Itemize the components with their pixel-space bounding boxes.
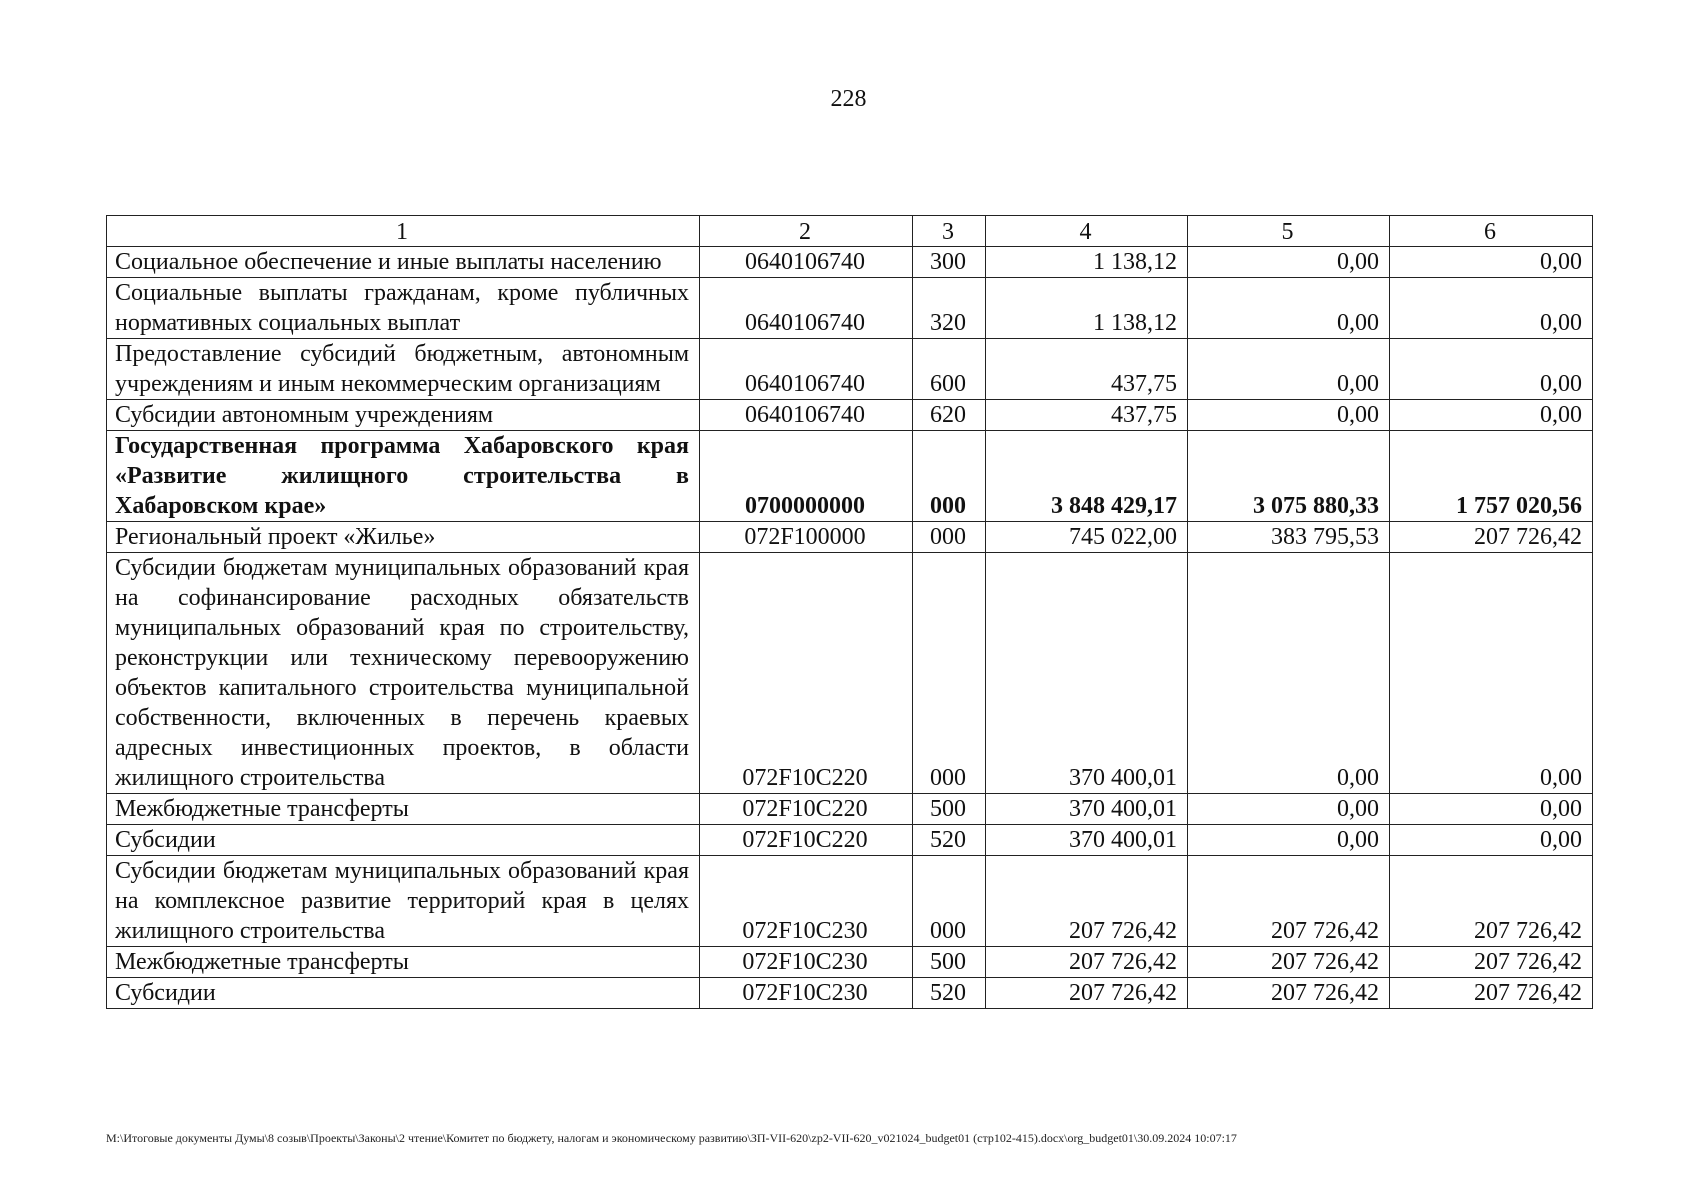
row-value-col4: 207 726,42 [986, 947, 1188, 978]
row-value-col5: 207 726,42 [1188, 856, 1390, 947]
row-name: Субсидии бюджетам муниципальных образований края на софинансирование расходных обязательств муниципальных образований края по строительству, реконструкции или техническому перевооружению объектов капитального строительства муниципальной собственности, включенных в перечень краевых адресных инвестиционных проектов, в области жилищного строительства [107, 553, 700, 794]
header-col-5: 5 [1188, 216, 1390, 247]
header-col-4: 4 [986, 216, 1188, 247]
row-expense-type: 600 [913, 339, 986, 400]
row-code: 072F10C230 [700, 978, 913, 1009]
row-value-col4: 437,75 [986, 400, 1188, 431]
row-name: Социальное обеспечение и иные выплаты населению [107, 247, 700, 278]
row-value-col4: 1 138,12 [986, 278, 1188, 339]
row-expense-type: 000 [913, 522, 986, 553]
row-name: Межбюджетные трансферты [107, 794, 700, 825]
row-name: Субсидии автономным учреждениям [107, 400, 700, 431]
row-name: Государственная программа Хабаровского края «Развитие жилищного строительства в Хабаровском крае» [107, 431, 700, 522]
row-name: Предоставление субсидий бюджетным, автономным учреждениям и иным некоммерческим организациям [107, 339, 700, 400]
row-value-col4: 1 138,12 [986, 247, 1188, 278]
row-value-col4: 437,75 [986, 339, 1188, 400]
row-value-col6: 0,00 [1390, 400, 1593, 431]
row-value-col4: 207 726,42 [986, 856, 1188, 947]
row-value-col6: 207 726,42 [1390, 522, 1593, 553]
row-value-col6: 0,00 [1390, 339, 1593, 400]
table-row [107, 278, 1593, 339]
header-row [107, 216, 1593, 247]
row-value-col6: 0,00 [1390, 794, 1593, 825]
row-value-col5: 3 075 880,33 [1188, 431, 1390, 522]
row-expense-type: 000 [913, 431, 986, 522]
row-name: Социальные выплаты гражданам, кроме публичных нормативных социальных выплат [107, 278, 700, 339]
row-expense-type: 500 [913, 947, 986, 978]
row-value-col4: 370 400,01 [986, 825, 1188, 856]
row-value-col5: 207 726,42 [1188, 978, 1390, 1009]
row-expense-type: 000 [913, 553, 986, 794]
row-expense-type: 500 [913, 794, 986, 825]
header-col-1: 1 [107, 216, 700, 247]
page-number: 228 [830, 86, 867, 112]
row-value-col6: 0,00 [1390, 278, 1593, 339]
budget-table [106, 215, 1593, 1009]
row-value-col6: 0,00 [1390, 825, 1593, 856]
row-name: Субсидии [107, 978, 700, 1009]
row-name: Субсидии бюджетам муниципальных образований края на комплексное развитие территорий края в целях жилищного строительства [107, 856, 700, 947]
row-code: 072F10C220 [700, 825, 913, 856]
row-code: 0640106740 [700, 278, 913, 339]
row-expense-type: 000 [913, 856, 986, 947]
row-value-col5: 0,00 [1188, 794, 1390, 825]
row-code: 072F100000 [700, 522, 913, 553]
row-value-col6: 1 757 020,56 [1390, 431, 1593, 522]
row-code: 072F10C230 [700, 856, 913, 947]
row-value-col5: 0,00 [1188, 247, 1390, 278]
row-value-col6: 207 726,42 [1390, 978, 1593, 1009]
row-expense-type: 320 [913, 278, 986, 339]
table-row [107, 947, 1593, 978]
row-value-col5: 0,00 [1188, 278, 1390, 339]
row-expense-type: 620 [913, 400, 986, 431]
table-row [107, 522, 1593, 553]
row-name: Субсидии [107, 825, 700, 856]
row-code: 072F10C230 [700, 947, 913, 978]
row-value-col4: 207 726,42 [986, 978, 1188, 1009]
row-value-col4: 370 400,01 [986, 553, 1188, 794]
row-name: Региональный проект «Жилье» [107, 522, 700, 553]
row-value-col5: 383 795,53 [1188, 522, 1390, 553]
table-row [107, 431, 1593, 522]
row-name: Межбюджетные трансферты [107, 947, 700, 978]
row-code: 072F10C220 [700, 794, 913, 825]
row-expense-type: 300 [913, 247, 986, 278]
row-value-col6: 0,00 [1390, 553, 1593, 794]
row-code: 0640106740 [700, 400, 913, 431]
row-code: 0700000000 [700, 431, 913, 522]
row-code: 072F10C220 [700, 553, 913, 794]
table-row [107, 794, 1593, 825]
table-row [107, 339, 1593, 400]
document-path-footer: M:\Итоговые документы Думы\8 созыв\Проекты\Законы\2 чтение\Комитет по бюджету, налогам и экономическому развитию\ЗП-VII-620\zp2-VII-620_v021024_budget01 (стр102-415).docx\org_budget01\30.09.2024 10:07:17 [106, 1131, 1237, 1145]
row-value-col4: 3 848 429,17 [986, 431, 1188, 522]
row-value-col5: 0,00 [1188, 553, 1390, 794]
row-code: 0640106740 [700, 247, 913, 278]
row-expense-type: 520 [913, 825, 986, 856]
header-col-3: 3 [913, 216, 986, 247]
table-row [107, 825, 1593, 856]
row-value-col4: 745 022,00 [986, 522, 1188, 553]
row-value-col5: 207 726,42 [1188, 947, 1390, 978]
row-value-col6: 207 726,42 [1390, 947, 1593, 978]
row-code: 0640106740 [700, 339, 913, 400]
row-value-col4: 370 400,01 [986, 794, 1188, 825]
table-row [107, 553, 1593, 794]
header-col-6: 6 [1390, 216, 1593, 247]
row-value-col6: 0,00 [1390, 247, 1593, 278]
row-value-col6: 207 726,42 [1390, 856, 1593, 947]
row-value-col5: 0,00 [1188, 400, 1390, 431]
table-row [107, 247, 1593, 278]
row-expense-type: 520 [913, 978, 986, 1009]
row-value-col5: 0,00 [1188, 339, 1390, 400]
row-value-col5: 0,00 [1188, 825, 1390, 856]
header-col-2: 2 [700, 216, 913, 247]
table-row [107, 856, 1593, 947]
table-row [107, 400, 1593, 431]
table-row [107, 978, 1593, 1009]
